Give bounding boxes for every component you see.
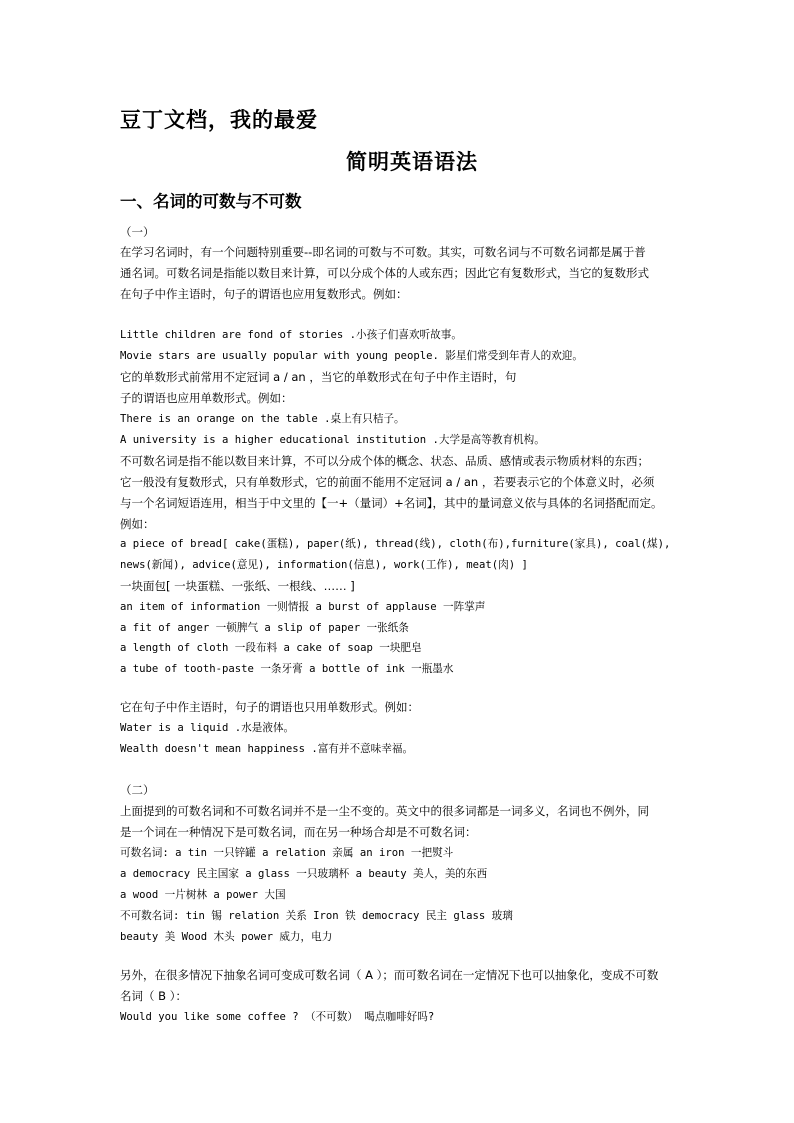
paragraph-line: 例如： (120, 517, 155, 531)
example-sentence: news(新闻), advice(意见), information(信息), work(工作), meat(肉) ] (120, 559, 528, 571)
example-sentence: Would you like some coffee ? （不可数） 喝点咖啡好吗? (120, 1011, 435, 1023)
paragraph-line: 它在句子中作主语时，句子的谓语也只用单数形式。例如： (120, 700, 419, 714)
example-sentence: a democracy 民主国家 a glass 一只玻璃杯 a beauty 美人，美的东西 (120, 868, 488, 880)
subsection-label: （一） (120, 225, 155, 239)
example-sentence: 一块面包[ 一块蛋糕、一张纸、一根线、…… ] (120, 579, 355, 593)
example-sentence: 可数名词: a tin 一只锌罐 a relation 亲属 an iron 一把熨斗 (120, 847, 454, 859)
paragraph-line: 上面提到的可数名词和不可数名词并不是一尘不变的。英文中的很多词都是一词多义，名词也不例外，同 (120, 804, 649, 818)
example-sentence: Wealth doesn't mean happiness .富有并不意味幸福。 (120, 743, 414, 755)
example-sentence: a tube of tooth-paste 一条牙膏 a bottle of ink 一瓶墨水 (120, 663, 454, 675)
example-sentence: a fit of anger 一顿脾气 a slip of paper 一张纸条 (120, 622, 409, 634)
paragraph-line: 另外，在很多情况下抽象名词可变成可数名词（ A ）；而可数名词在一定情况下也可以抽象化，变成不可数 (120, 968, 659, 982)
example-sentence: Movie stars are usually popular with young people. 影星们常受到年青人的欢迎。 (120, 350, 583, 362)
subsection-label: （二） (120, 783, 155, 797)
brand-heading: 豆丁文档，我的最爱 (120, 107, 318, 132)
paragraph-line: 名词（ B ）： (120, 989, 187, 1003)
example-sentence: There is an orange on the table .桌上有只桔子。 (120, 413, 405, 425)
paragraph-line: 通名词。可数名词是指能以数目来计算，可以分成个体的人或东西；因此它有复数形式，当它的复数形式 (120, 266, 649, 280)
paragraph-line: 在句子中作主语时，句子的谓语也应用复数形式。例如： (120, 287, 408, 301)
paragraph-line: 是一个词在一种情况下是可数名词，而在另一种场合却是不可数名词： (120, 825, 477, 839)
example-sentence: Water is a liquid .水是液体。 (120, 722, 295, 734)
page-title: 简明英语语法 (346, 149, 478, 174)
example-sentence: beauty 美 Wood 木头 power 威力，电力 (120, 931, 333, 943)
paragraph-line: 它的单数形式前常用不定冠词 a / an ，当它的单数形式在句子中作主语时，句 (120, 370, 517, 384)
example-sentence: 不可数名词: tin 锡 relation 关系 Iron 铁 democracy 民主 glass 玻璃 (120, 910, 513, 922)
paragraph-line: 它一般没有复数形式，只有单数形式，它的前面不能用不定冠词 a / an ，若要表示它的个体意义时，必须 (120, 475, 655, 489)
example-sentence: A university is a higher educational institution .大学是高等教育机构。 (120, 434, 545, 446)
example-sentence: Little children are fond of stories .小孩子们喜欢听故事。 (120, 329, 462, 341)
paragraph-line: 不可数名词是指不能以数目来计算，不可以分成个体的概念、状态、品质、感情或表示物质材料的东西； (120, 454, 649, 468)
example-sentence: a piece of bread[ cake(蛋糕), paper(纸), thread(线), cloth(布),furniture(家具), coal(煤), (120, 538, 671, 550)
paragraph-line: 在学习名词时，有一个问题特别重要--即名词的可数与不可数。其实，可数名词与不可数名词都是属于普 (120, 245, 646, 259)
paragraph-line: 与一个名词短语连用，相当于中文里的【一+（量词）+名词】，其中的量词意义依与具体的名词搭配而定。 (120, 496, 663, 510)
example-sentence: a length of cloth 一段布料 a cake of soap 一块肥皂 (120, 642, 422, 654)
section-heading: 一、名词的可数与不可数 (120, 192, 302, 211)
paragraph-line: 子的谓语也应用单数形式。例如： (120, 391, 293, 405)
example-sentence: a wood 一片树林 a power 大国 (120, 889, 286, 901)
example-sentence: an item of information 一则情报 a burst of applause 一阵掌声 (120, 601, 486, 613)
